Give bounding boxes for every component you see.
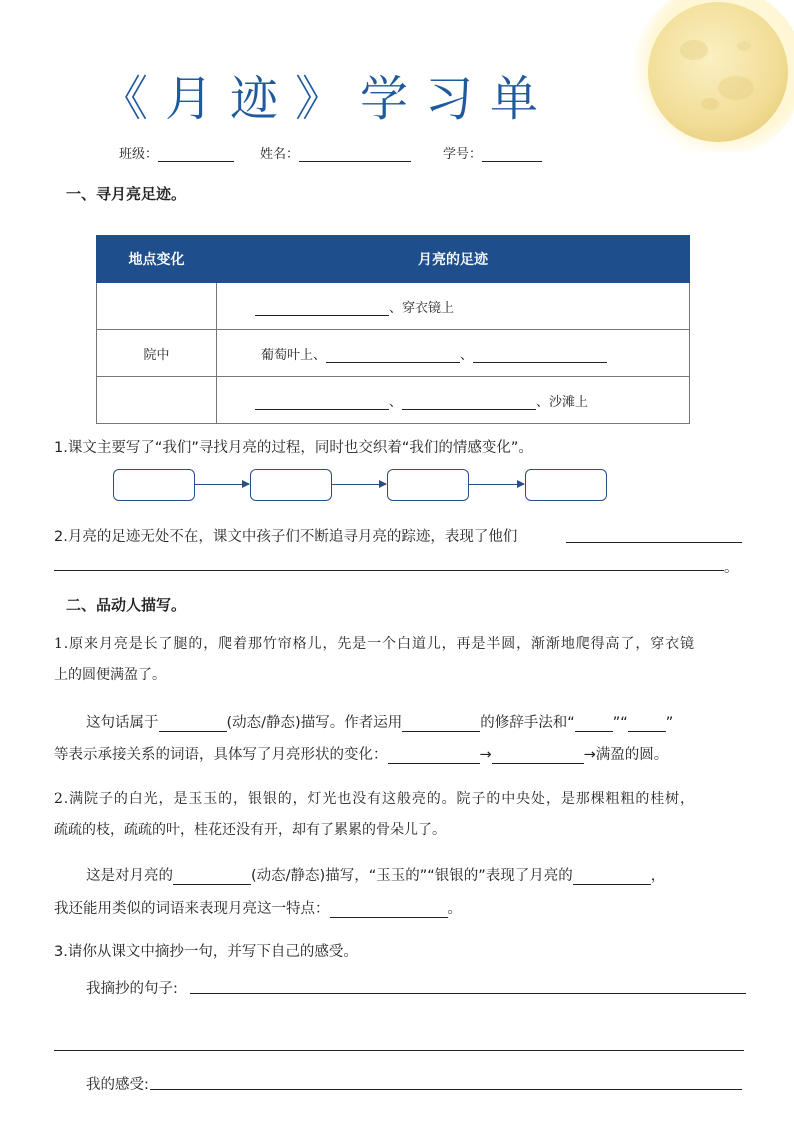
trace-blank[interactable] — [402, 395, 536, 410]
q-text: ， — [650, 868, 666, 884]
passage-1-question — [86, 711, 673, 732]
answer-blank[interactable] — [159, 717, 227, 732]
question-2-end: 。 — [724, 560, 739, 576]
passage-1-line2: 上的圆便满盈了。 — [54, 667, 166, 683]
answer-line[interactable] — [566, 542, 742, 543]
name-blank[interactable] — [299, 148, 411, 162]
trace-blank[interactable] — [473, 348, 607, 363]
answer-blank[interactable] — [573, 870, 651, 885]
place-cell: 院中 — [97, 330, 217, 377]
moon-trace-table — [96, 235, 690, 424]
table-row — [97, 283, 690, 330]
answer-blank[interactable] — [575, 717, 613, 732]
q-text: 我还能用类似的词语来表现月亮这一特点： — [54, 901, 330, 917]
feeling-line[interactable] — [150, 1089, 742, 1090]
trace-text: 葡萄叶上、 — [261, 347, 327, 363]
passage-1-question-line2 — [54, 743, 668, 764]
table-row — [97, 330, 690, 377]
answer-line[interactable] — [54, 570, 724, 571]
section2-heading: 二、品动人描写。 — [66, 596, 187, 614]
section1-heading: 一、寻月亮足迹。 — [66, 185, 187, 203]
flow-arrow — [332, 484, 386, 485]
name-field — [260, 143, 411, 162]
trace-text: 、沙滩上 — [536, 394, 589, 410]
passage-2-line1: 2.满院子的白光，是玉玉的，银银的，灯光也没有这般亮的。院子的中央处，是那棵粗粗的桂树， — [54, 791, 695, 807]
class-blank[interactable] — [158, 148, 234, 162]
trace-blank[interactable] — [255, 301, 389, 316]
header-place: 地点变化 — [97, 236, 217, 283]
answer-blank[interactable] — [173, 870, 251, 885]
answer-blank[interactable] — [402, 717, 480, 732]
q-text: (动态/静态)描写，“玉玉的”“银银的”表现了月亮的 — [251, 868, 573, 884]
answer-blank[interactable] — [492, 749, 584, 764]
question-2: 2.月亮的足迹无处不在，课文中孩子们不断追寻月亮的踪迹，表现了他们 — [54, 529, 518, 545]
passage-2-question — [86, 864, 665, 885]
flow-arrow — [195, 484, 249, 485]
feeling-label: 我的感受: — [86, 1077, 149, 1093]
trace-blank[interactable] — [255, 395, 389, 410]
q-text: 等表示承接关系的词语，具体写了月亮形状的变化： — [54, 747, 388, 763]
trace-text: 、穿衣镜上 — [389, 300, 455, 316]
trace-sep: 、 — [389, 394, 403, 410]
q-text: ” — [665, 715, 674, 731]
q-text: 这是对月亮的 — [86, 868, 173, 884]
emotion-box-4[interactable] — [525, 469, 607, 501]
answer-blank[interactable] — [628, 717, 666, 732]
passage-2-question-line2 — [54, 897, 462, 918]
copy-line[interactable] — [54, 1050, 744, 1051]
trace-sep: 、 — [460, 347, 474, 363]
student-id-field — [443, 143, 542, 162]
trace-cell — [217, 377, 690, 424]
q-text: 。 — [447, 901, 462, 917]
class-label: 班级： — [119, 147, 159, 162]
q-text: → — [479, 747, 492, 763]
header-trace: 月亮的足迹 — [217, 236, 690, 283]
emotion-box-2[interactable] — [250, 469, 332, 501]
student-id-blank[interactable] — [482, 148, 542, 162]
place-cell[interactable] — [97, 377, 217, 424]
student-id-label: 学号： — [443, 147, 483, 162]
copy-label: 我摘抄的句子: — [86, 981, 178, 997]
trace-cell — [217, 330, 690, 377]
copy-line[interactable] — [190, 993, 746, 994]
q-text: 的修辞手法和“ — [480, 715, 575, 731]
emotion-box-1[interactable] — [113, 469, 195, 501]
passage-1-line1: 1.原来月亮是长了腿的，爬着那竹帘格儿，先是一个白道儿，再是半圆，渐渐地爬得高了，穿衣镜 — [54, 636, 695, 652]
class-field — [119, 143, 234, 162]
passage-2-line2: 疏疏的枝，疏疏的叶，桂花还没有开，却有了累累的骨朵儿了。 — [54, 822, 446, 838]
flow-arrow — [469, 484, 524, 485]
moon-illustration — [632, 0, 794, 152]
answer-blank[interactable] — [388, 749, 480, 764]
table-row — [97, 377, 690, 424]
question-3: 3.请你从课文中摘抄一句，并写下自己的感受。 — [54, 944, 358, 960]
answer-blank[interactable] — [330, 903, 448, 918]
table-header-row — [97, 236, 690, 283]
q-text: 这句话属于 — [86, 715, 159, 731]
q-text: ”“ — [612, 715, 628, 731]
emotion-box-3[interactable] — [387, 469, 469, 501]
trace-cell — [217, 283, 690, 330]
place-cell[interactable] — [97, 283, 217, 330]
trace-blank[interactable] — [326, 348, 460, 363]
q-text: (动态/静态)描写。作者运用 — [226, 715, 403, 731]
page-title: 《月迹》学习单 — [100, 71, 556, 127]
question-1: 1.课文主要写了“我们”寻找月亮的过程，同时也交织着“我们的情感变化”。 — [54, 440, 533, 456]
name-label: 姓名： — [260, 147, 300, 162]
q-text: →满盈的圆。 — [583, 747, 669, 763]
